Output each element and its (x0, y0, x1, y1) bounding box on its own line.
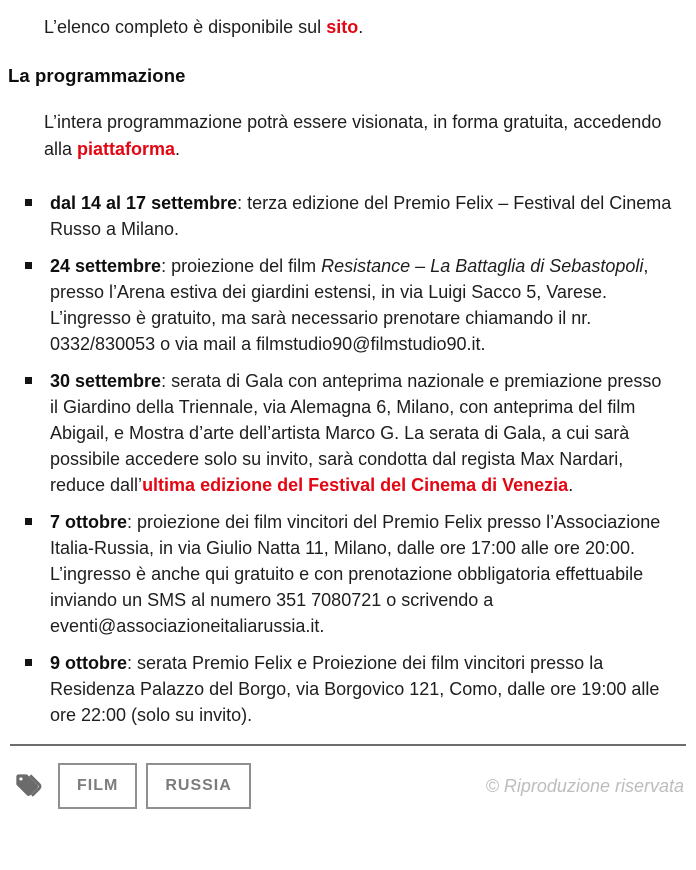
text-segment: : proiezione dei film vincitori del Premio Felix presso l’Associazione Italia-Russia, in via Giulio Natta 11, Milano, dalle ore 17:00 alle ore 20:00. L’ingresso è anche qui gratuito e con prenotazione obbligatoria effettuabile inviando un SMS al numero 351 7080721 o scrivendo a eventi@associazioneitaliarussia.it. (50, 512, 661, 636)
intro-paragraph (44, 14, 664, 41)
text-segment: . (568, 475, 574, 495)
section-heading: La programmazione (8, 65, 186, 86)
text-segment: : proiezione del film (161, 256, 322, 276)
bullet-marker (25, 518, 32, 525)
copyright-notice: © Riproduzione riservata (485, 775, 684, 796)
bold-text: 7 ottobre (50, 512, 128, 532)
tag-button-russia[interactable]: RUSSIA (146, 763, 250, 809)
tag-button-group (58, 763, 260, 809)
event-item (8, 509, 688, 639)
event-item (8, 650, 688, 728)
text-segment: : serata Premio Felix e Proiezione dei film vincitori presso la Residenza Palazzo del Borgo, via Borgovico 121, Como, dalle ore 19:00 alle ore 22:00 (solo su invito). (50, 653, 660, 725)
bold-text: 30 settembre (50, 371, 162, 391)
event-item (8, 253, 688, 357)
text-segment: L’intera programmazione potrà essere visionata, in forma gratuita, accedendo alla (44, 112, 662, 159)
text-segment: : serata di Gala con anteprima nazionale e premiazione presso il Giardino della Triennale, via Alemagna 6, Milano, con anteprima del film Abigail, e Mostra d’arte dell’artista Marco G. La serata di Gala, a cui sarà possibile accedere solo su invito, sarà condotta dal regista Max Nardari, reduce dall’ (50, 371, 662, 495)
text-segment: . (358, 17, 364, 37)
text-segment: : terza edizione del Premio Felix – Festival del Cinema Russo a Milano. (50, 193, 672, 239)
article-footer (8, 763, 688, 809)
inline-link[interactable]: piattaforma (77, 139, 176, 159)
event-text (50, 256, 648, 354)
bullet-marker (25, 659, 32, 666)
text-segment: . (175, 139, 181, 159)
event-item (8, 190, 688, 242)
bullet-marker (25, 262, 32, 269)
event-text (50, 193, 671, 239)
event-text (50, 653, 659, 725)
bold-text: 9 ottobre (50, 653, 128, 673)
bullet-marker (25, 377, 32, 384)
tag-button-film[interactable]: FILM (58, 763, 137, 809)
bold-text: 24 settembre (50, 256, 162, 276)
event-text (50, 371, 661, 495)
text-segment: , presso l’Arena estiva dei giardini estensi, in via Luigi Sacco 5, Varese. L’ingresso è gratuito, ma sarà necessario prenotare chiamando il nr. 0332/830053 o via mail a filmstudio90@filmstudio90.it. (50, 256, 649, 354)
text-segment: L’elenco completo è disponibile sul (44, 17, 327, 37)
italic-text: Resistance – La Battaglia di Sebastopoli (321, 256, 644, 276)
events-list (8, 190, 688, 728)
footer-divider (10, 744, 686, 746)
tags-icon (13, 771, 43, 801)
lead-paragraph (44, 109, 664, 163)
inline-link[interactable]: sito (326, 17, 359, 37)
event-item (8, 368, 688, 498)
event-text (50, 512, 660, 636)
inline-link[interactable]: ultima edizione del Festival del Cinema di Venezia (142, 475, 569, 495)
bold-text: dal 14 al 17 settembre (50, 193, 238, 213)
bullet-marker (25, 199, 32, 206)
